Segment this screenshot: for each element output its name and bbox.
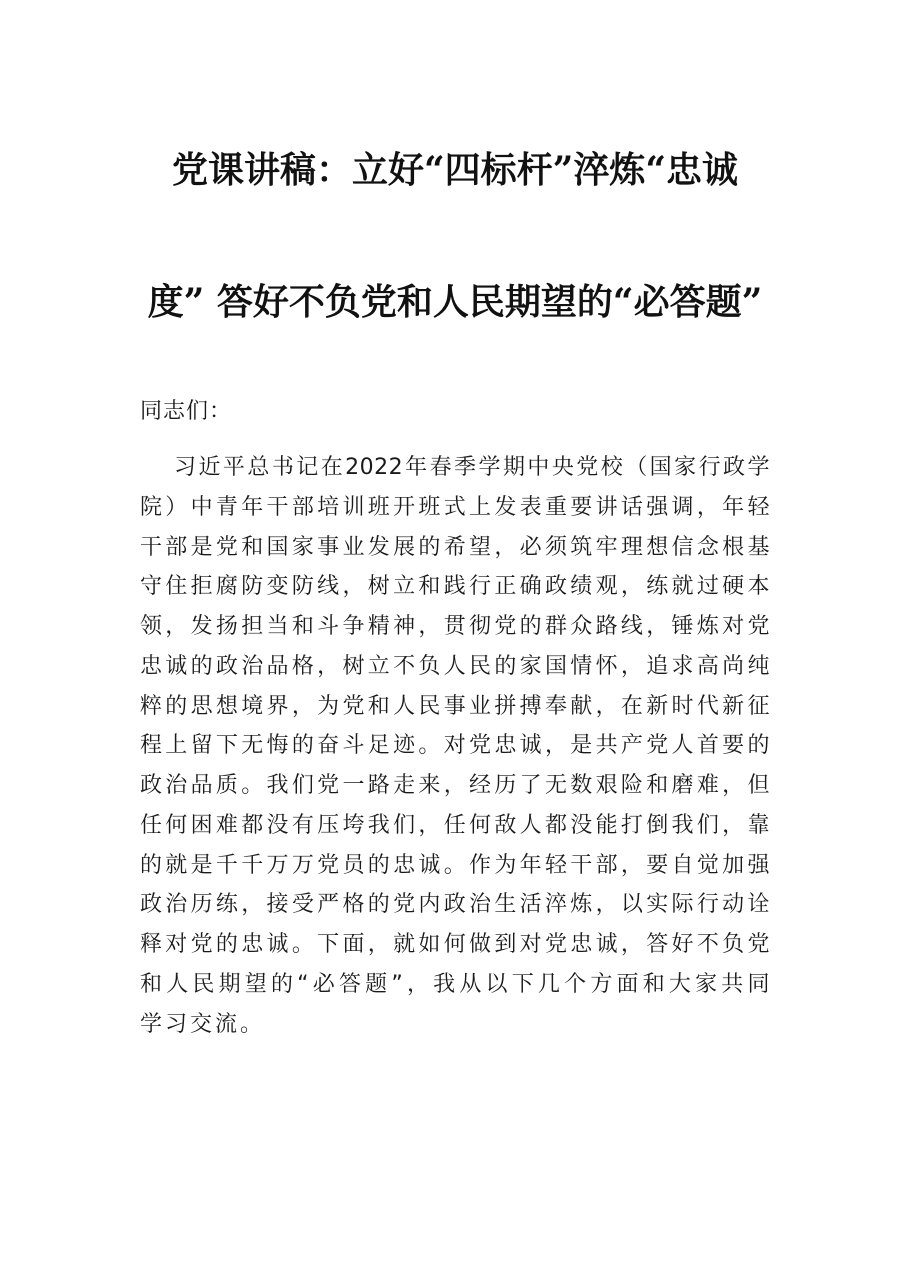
body-line: 政治历练，接受严格的党内政治生活淬炼，以实际行动诠 [140, 892, 770, 918]
body-line: 粹的思想境界，为党和人民事业拼搏奉献，在新时代新征 [140, 693, 770, 719]
body-line: 学习交流。 [140, 1011, 266, 1037]
body-line: 政治品质。我们党一路走来，经历了无数艰险和磨难，但 [140, 773, 770, 798]
body-line: 院）中青年干部培训班开班式上发表重要讲话强调，年轻 [140, 494, 770, 520]
body-line: 习近平总书记在2022年春季学期中央党校（国家行政学 [174, 455, 770, 480]
body-line: 守住拒腐防变防线，树立和践行正确政绩观，练就过硬本 [140, 574, 770, 600]
body-line: 和人民期望的“必答题”，我从以下几个方面和大家共同 [140, 971, 770, 997]
body-line: 的就是千千万万党员的忠诚。作为年轻干部，要自觉加强 [140, 852, 770, 878]
body-line: 忠诚的政治品格，树立不负人民的家国情怀，追求高尚纯 [140, 653, 770, 679]
title-line-1: 党课讲稿：立好“四标杆”淬炼“忠诚 [171, 149, 739, 191]
body-line: 领，发扬担当和斗争精神，贯彻党的群众路线，锤炼对党 [140, 614, 770, 639]
body-line: 程上留下无悔的奋斗足迹。对党忠诚，是共产党人首要的 [140, 733, 770, 759]
body-paragraph [140, 452, 770, 1048]
salutation: 同志们： [140, 399, 233, 424]
body-line: 干部是党和国家事业发展的希望，必须筑牢理想信念根基 [140, 534, 770, 560]
document-title [130, 138, 780, 334]
body-line: 释对党的忠诚。下面，就如何做到对党忠诚，答好不负党 [140, 932, 770, 957]
body-line: 任何困难都没有压垮我们，任何敌人都没能打倒我们，靠 [140, 812, 770, 838]
title-line-2: 度” 答好不负党和人民期望的“必答题” [147, 281, 763, 323]
